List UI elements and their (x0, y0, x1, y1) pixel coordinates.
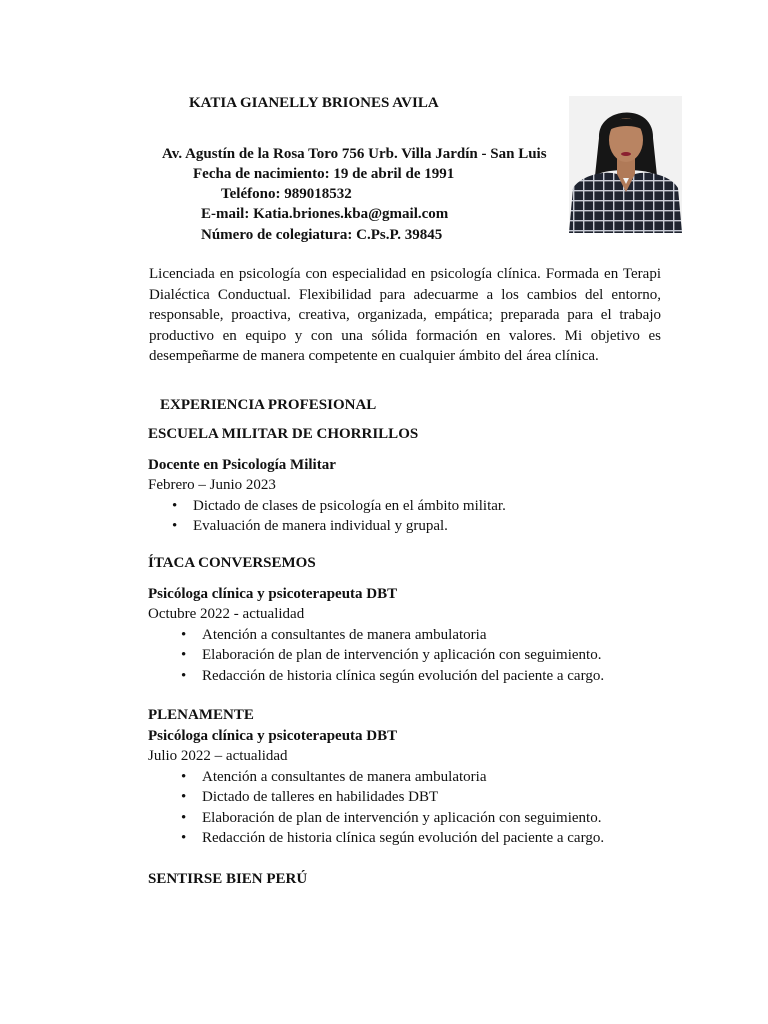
job-role: Docente en Psicología Militar (148, 456, 336, 473)
bullet-text: Atención a consultantes de manera ambulatoria (202, 768, 487, 785)
job-dates: Julio 2022 – actualidad (148, 748, 288, 764)
list-item (148, 666, 668, 687)
job-itaca (148, 553, 668, 686)
bullet-icon: • (181, 830, 187, 846)
list-item (148, 496, 668, 517)
job-bullets (148, 496, 668, 537)
bullet-text: Redacción de historia clínica según evolución del paciente a cargo. (202, 830, 605, 846)
bullet-text: Elaboración de plan de intervención y aplicación con seguimiento. (202, 809, 602, 826)
bullet-icon: • (181, 626, 187, 643)
address: Av. Agustín de la Rosa Toro 756 Urb. Villa Jardín - San Luis (162, 146, 547, 162)
job-bullets (148, 767, 668, 849)
job-escuela-militar (148, 424, 668, 537)
bullet-text: Dictado de clases de psicología en el ámbito militar. (193, 497, 506, 514)
phone: Teléfono: 989018532 (221, 186, 352, 202)
job-org: PLENAMENTE (148, 707, 254, 723)
list-item (148, 808, 668, 829)
portrait-image (569, 96, 682, 233)
job-org: SENTIRSE BIEN PERÚ (148, 871, 308, 887)
bullet-text: Redacción de historia clínica según evolución del paciente a cargo. (202, 667, 605, 684)
job-org: ESCUELA MILITAR DE CHORRILLOS (148, 426, 419, 442)
date-of-birth: Fecha de nacimiento: 19 de abril de 1991 (193, 166, 455, 182)
email: E-mail: Katia.briones.kba@gmail.com (201, 206, 449, 222)
job-role: Psicóloga clínica y psicoterapeuta DBT (148, 585, 398, 602)
bullet-text: Elaboración de plan de intervención y aplicación con seguimiento. (202, 647, 602, 663)
bullet-icon: • (181, 768, 187, 785)
job-org: ÍTACA CONVERSEMOS (148, 555, 316, 571)
bullet-icon: • (181, 789, 187, 805)
list-item (148, 787, 668, 808)
list-item (148, 645, 668, 666)
list-item (148, 625, 668, 646)
job-bullets (148, 625, 668, 687)
colegiatura-number: Número de colegiatura: C.Ps.P. 39845 (201, 227, 443, 243)
bullet-icon: • (172, 518, 178, 534)
list-item (148, 767, 668, 788)
job-dates: Febrero – Junio 2023 (148, 477, 276, 493)
bullet-text: Dictado de talleres en habilidades DBT (202, 789, 439, 805)
list-item (148, 516, 668, 537)
job-sentirse-bien (148, 869, 668, 890)
job-plenamente (148, 705, 668, 849)
professional-summary: Licenciada en psicología con especialidad en psicología clínica. Formada en Terapi Dialéctica Conductual. Flexibilidad para adecuarme a los cambios del entorno, responsable, proactiva, creativa, organizada, empática; preparada para el trabajo productivo en equipo y con una sólida formación en valores. Mi objetivo es desempeñarme de manera competente en cualquier ámbito del área clínica. (149, 266, 661, 364)
bullet-icon: • (172, 497, 178, 514)
experience-heading: EXPERIENCIA PROFESIONAL (160, 397, 377, 413)
profile-photo (569, 96, 682, 233)
bullet-icon: • (181, 809, 187, 826)
list-item (148, 828, 668, 849)
candidate-name: KATIA GIANELLY BRIONES AVILA (189, 95, 439, 111)
job-dates: Octubre 2022 - actualidad (148, 606, 305, 622)
bullet-icon: • (181, 647, 187, 663)
bullet-text: Atención a consultantes de manera ambulatoria (202, 626, 487, 643)
bullet-icon: • (181, 667, 187, 684)
bullet-text: Evaluación de manera individual y grupal. (193, 518, 448, 534)
job-role: Psicóloga clínica y psicoterapeuta DBT (148, 727, 398, 744)
